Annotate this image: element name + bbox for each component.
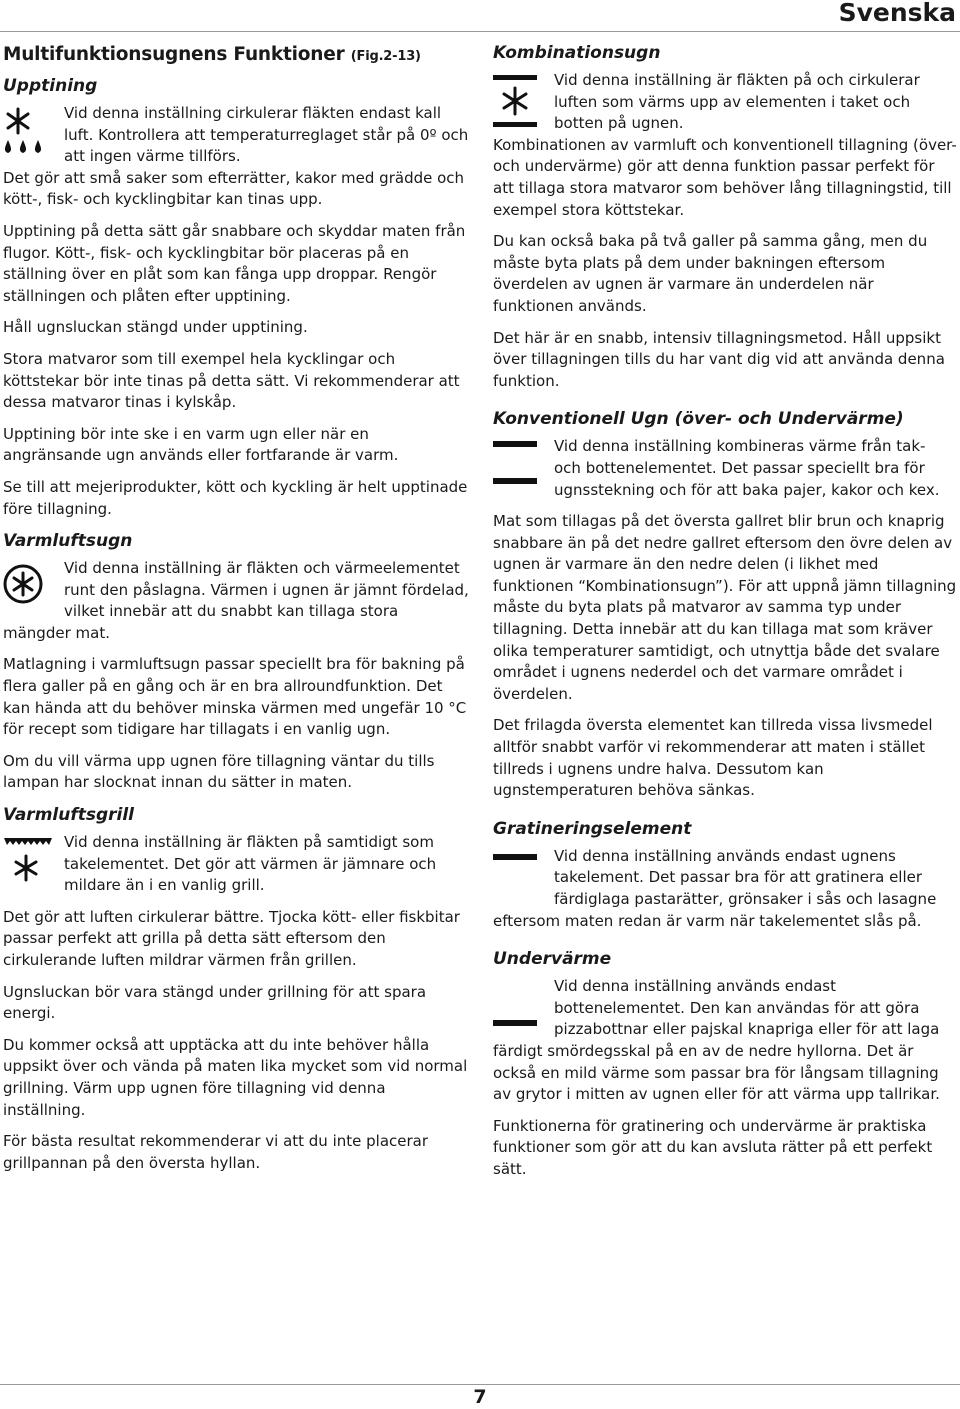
varmluftsgrill-p4: Du kommer också att upptäcka att du inte behöver hålla uppsikt över och vända på maten lika mycket som vid normal grillning. Värm upp ugnen före tillagning vid denna inställning. — [3, 1035, 468, 1119]
upptining-p5: Upptining bör inte ske i en varm ugn eller när en angränsande ugn används eller fortfarande är varm. — [3, 424, 399, 465]
varmluftsgrill-p3: Ugnsluckan bör vara stängd under grillning för att spara energi. — [3, 982, 427, 1023]
kombinationsugn-p2: Du kan också baka på två galler på samma gång, men du måste byta plats på dem under bakningen eftersom överdelen av ugnen är varmare än underdelen när funktionen används. — [493, 232, 928, 315]
footer-rule — [0, 1384, 960, 1385]
fan-oven-icon — [3, 562, 47, 606]
top-element-icon — [493, 850, 539, 870]
heading-varmluftsgrill: Varmluftsgrill — [3, 805, 135, 826]
fan-grill-icon — [3, 836, 53, 886]
upptining-p4: Stora matvaror som till exempel hela kycklingar och köttstekar bör inte tinas på detta sätt. Vi rekommenderar att dessa matvaror tinas i kylskåp. — [3, 349, 460, 412]
varmluftsgrill-intro: Vid denna inställning är fläkten på samtidigt som takelementet. Det gör att värmen är jämnare och mildare än i en vanlig grill. — [3, 832, 469, 897]
right-column — [493, 42, 957, 1191]
upptining-p6: Se till att mejeriprodukter, kött och kyckling är helt upptinade före tillagning. — [3, 477, 468, 518]
varmluftsgrill-p2: Det gör att luften cirkulerar bättre. Tjocka kött- eller fiskbitar passar perfekt att grilla på detta sätt eftersom den cirkulerande luften mildrar värmen från grillen. — [3, 907, 460, 969]
upptining-p3: Håll ugnsluckan stängd under upptining. — [3, 318, 308, 337]
heading-gratinering: Gratineringselement — [493, 818, 692, 839]
heading-undervarme: Undervärme — [493, 949, 612, 970]
page-title: Multifunktionsugnens Funktioner (Fig.2-13) — [3, 44, 421, 65]
gratinering-intro: Vid denna inställning används endast ugnens takelement. Det passar bra för att gratinera eller färdiglaga pastarätter, grönsaker i sås och lasagne eftersom maten redan är varm när takelementet slås på. — [493, 846, 937, 930]
varmluftsugn-p2: Matlagning i varmluftsugn passar speciellt bra för bakning på flera galler på en gång och är en bra allroundfunktion. Det kan hända att du behöver minska värmen med ungefär 10 °C för recept som tidigare har tillagats i en vanlig ugn. — [3, 655, 467, 739]
left-column — [3, 42, 469, 1184]
language-label: Svenska — [838, 0, 956, 27]
heading-varmluftsugn: Varmluftsugn — [3, 531, 133, 552]
kombinationsugn-intro: Vid denna inställning är fläkten på och cirkulerar luften som värms upp av elementen i taket och botten på ugnen. Kombinationen av varmluft och konventionell tillagning (över- och undervärme) gör att denna funktion passar perfekt för att tillaga stora matvaror som behöver lång tillagningstid, till exempel stora köttstekar. — [493, 71, 957, 219]
upptining-intro: Vid denna inställning cirkulerar fläkten endast kall luft. Kontrollera att temperaturreglaget står på 0º och att ingen värme tillförs. Det gör att små saker som efterrätter, kakor med grädde och kött-, fisk- och kycklingbitar kan tinas upp. — [3, 104, 469, 209]
combination-oven-icon — [493, 74, 539, 130]
bottom-element-icon — [493, 998, 539, 1038]
konventionell-p2: Mat som tillagas på det översta gallret blir brun och knaprig snabbare än på det nedre gallret eftersom den övre delen av ugnen är varmare än den nedre delen (i likhet med funktionen “Kombinationsugn”). För att uppnå jämn tillagning måste du byta plats på matvaror av samma typ under tillagning. Detta innebär att du kan tillaga mat som kräver olika temperaturer samtidigt, och utnyttja både det svalare området i ugnens nederdel och det varmare området i överdelen. — [493, 512, 957, 703]
header-rule — [0, 31, 960, 32]
heading-konventionell: Konventionell Ugn (över- och Undervärme) — [493, 409, 904, 430]
konventionell-intro: Vid denna inställning kombineras värme från tak- och bottenelementet. Det passar speciellt bra för ugnsstekning och för att baka pajer, kakor och kex. — [493, 436, 957, 501]
kombinationsugn-p3: Det här är en snabb, intensiv tillagningsmetod. Håll uppsikt över tillagningen tills du har vant dig vid att använda denna funktion. — [493, 328, 945, 390]
page-number: 7 — [473, 1386, 487, 1408]
heading-kombinationsugn: Kombinationsugn — [493, 43, 661, 63]
undervarme-p2: Funktionerna för gratinering och undervärme är praktiska funktioner som gör att du kan avsluta rätter på ett perfekt sätt. — [493, 1116, 933, 1178]
varmluftsugn-intro: Vid denna inställning är fläkten och värmeelementet runt den påslagna. Värmen i ugnen är jämnt fördelad, vilket innebär att du snabbt kan tillaga stora mängder mat. — [3, 559, 469, 642]
konventionell-p3: Det frilagda översta elementet kan tillreda vissa livsmedel alltför snabbt varför vi rekommenderar att maten i stället tillreds i ugnens undre halva. Dessutom kan ugnstemperaturen behöva sänkas. — [493, 716, 933, 800]
conventional-oven-icon — [493, 440, 539, 488]
defrost-icon — [3, 107, 49, 167]
upptining-p2: Upptining på detta sätt går snabbare och skyddar maten från flugor. Kött-, fisk- och kycklingbitar bör placeras på en ställning över en plåt som kan fånga upp droppar. Rengör ställningen och plåten efter upptining. — [3, 221, 466, 305]
heading-upptining: Upptining — [3, 76, 98, 96]
undervarme-intro: Vid denna inställning används endast bottenelementet. Den kan användas för att göra pizzabottnar eller pajskal knapriga eller för att laga färdigt smördegsskal på en av de nedre hyllorna. Det är också en mild värme som passar bra för långsam tillagning av grytor i mitten av ugnen eller för att värma upp tallrikar. — [493, 977, 940, 1104]
varmluftsugn-p3: Om du vill värma upp ugnen före tillagning väntar du tills lampan har slocknat innan du sätter in maten. — [3, 751, 435, 792]
varmluftsgrill-p5: För bästa resultat rekommenderar vi att du inte placerar grillpannan på den översta hyllan. — [3, 1132, 429, 1172]
